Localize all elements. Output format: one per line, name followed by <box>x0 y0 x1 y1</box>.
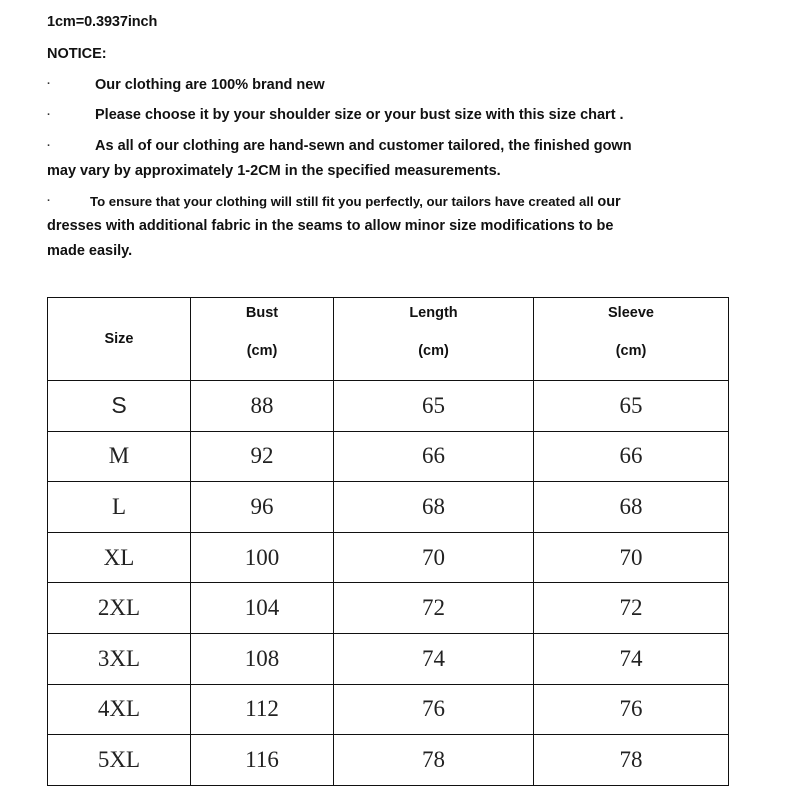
size-cell: 5XL <box>48 735 191 786</box>
bust-cell: 116 <box>191 735 334 786</box>
sleeve-cell: 68 <box>534 482 729 533</box>
table-row <box>48 633 729 684</box>
size-cell: XL <box>48 532 191 583</box>
sleeve-cell: 76 <box>534 684 729 735</box>
table-row <box>48 431 729 482</box>
length-cell: 72 <box>334 583 534 634</box>
notice-line-3a: As all of our clothing are hand-sewn and customer tailored, the finished gown <box>95 138 632 154</box>
table-row <box>48 684 729 735</box>
notice-line-4a <box>90 194 621 210</box>
bullet-3: · <box>47 140 51 152</box>
bust-cell: 100 <box>191 532 334 583</box>
size-cell: M <box>48 431 191 482</box>
sleeve-cell: 65 <box>534 381 729 432</box>
notice-line-4b: dresses with additional fabric in the seams to allow minor size modifications to be <box>47 218 614 234</box>
length-cell: 76 <box>334 684 534 735</box>
sleeve-cell: 78 <box>534 735 729 786</box>
bust-cell: 112 <box>191 684 334 735</box>
bullet-2: · <box>47 109 51 121</box>
notice-line-2: Please choose it by your shoulder size or your bust size with this size chart . <box>95 107 624 123</box>
header-bust <box>191 298 334 381</box>
header-length-label: Length <box>409 305 458 321</box>
sleeve-cell: 72 <box>534 583 729 634</box>
table-row <box>48 735 729 786</box>
header-bust-unit: (cm) <box>246 343 278 359</box>
length-cell: 66 <box>334 431 534 482</box>
size-cell: 4XL <box>48 684 191 735</box>
table-row <box>48 532 729 583</box>
length-cell: 74 <box>334 633 534 684</box>
length-cell: 68 <box>334 482 534 533</box>
table-header-row <box>48 298 729 381</box>
size-cell: 3XL <box>48 633 191 684</box>
conversion-note: 1cm=0.3937inch <box>47 14 158 30</box>
size-cell: S <box>48 381 191 432</box>
table-row <box>48 583 729 634</box>
size-cell: 2XL <box>48 583 191 634</box>
header-sleeve <box>534 298 729 381</box>
bullet-1: · <box>47 78 51 90</box>
header-length <box>334 298 534 381</box>
length-cell: 78 <box>334 735 534 786</box>
bullet-4: · <box>47 195 51 207</box>
sleeve-cell: 66 <box>534 431 729 482</box>
sleeve-cell: 70 <box>534 532 729 583</box>
bust-cell: 108 <box>191 633 334 684</box>
header-bust-label: Bust <box>245 305 279 321</box>
bust-cell: 96 <box>191 482 334 533</box>
table-row <box>48 482 729 533</box>
table-row <box>48 381 729 432</box>
header-size: Size <box>48 298 191 381</box>
size-cell: L <box>48 482 191 533</box>
length-cell: 70 <box>334 532 534 583</box>
notice-line-4a-end: our <box>597 194 621 210</box>
length-cell: 65 <box>334 381 534 432</box>
bust-cell: 88 <box>191 381 334 432</box>
header-sleeve-unit: (cm) <box>615 343 647 359</box>
size-chart-table <box>47 297 729 786</box>
header-sleeve-label: Sleeve <box>608 305 654 321</box>
bust-cell: 104 <box>191 583 334 634</box>
sleeve-cell: 74 <box>534 633 729 684</box>
notice-title: NOTICE: <box>47 46 107 62</box>
notice-line-4c: made easily. <box>47 243 133 259</box>
notice-line-4a-main: To ensure that your clothing will still fit you perfectly, our tailors have created all <box>90 194 594 209</box>
notice-line-3b: may vary by approximately 1-2CM in the specified measurements. <box>47 163 501 179</box>
bust-cell: 92 <box>191 431 334 482</box>
header-length-unit: (cm) <box>418 343 449 359</box>
notice-line-1: Our clothing are 100% brand new <box>95 77 325 93</box>
